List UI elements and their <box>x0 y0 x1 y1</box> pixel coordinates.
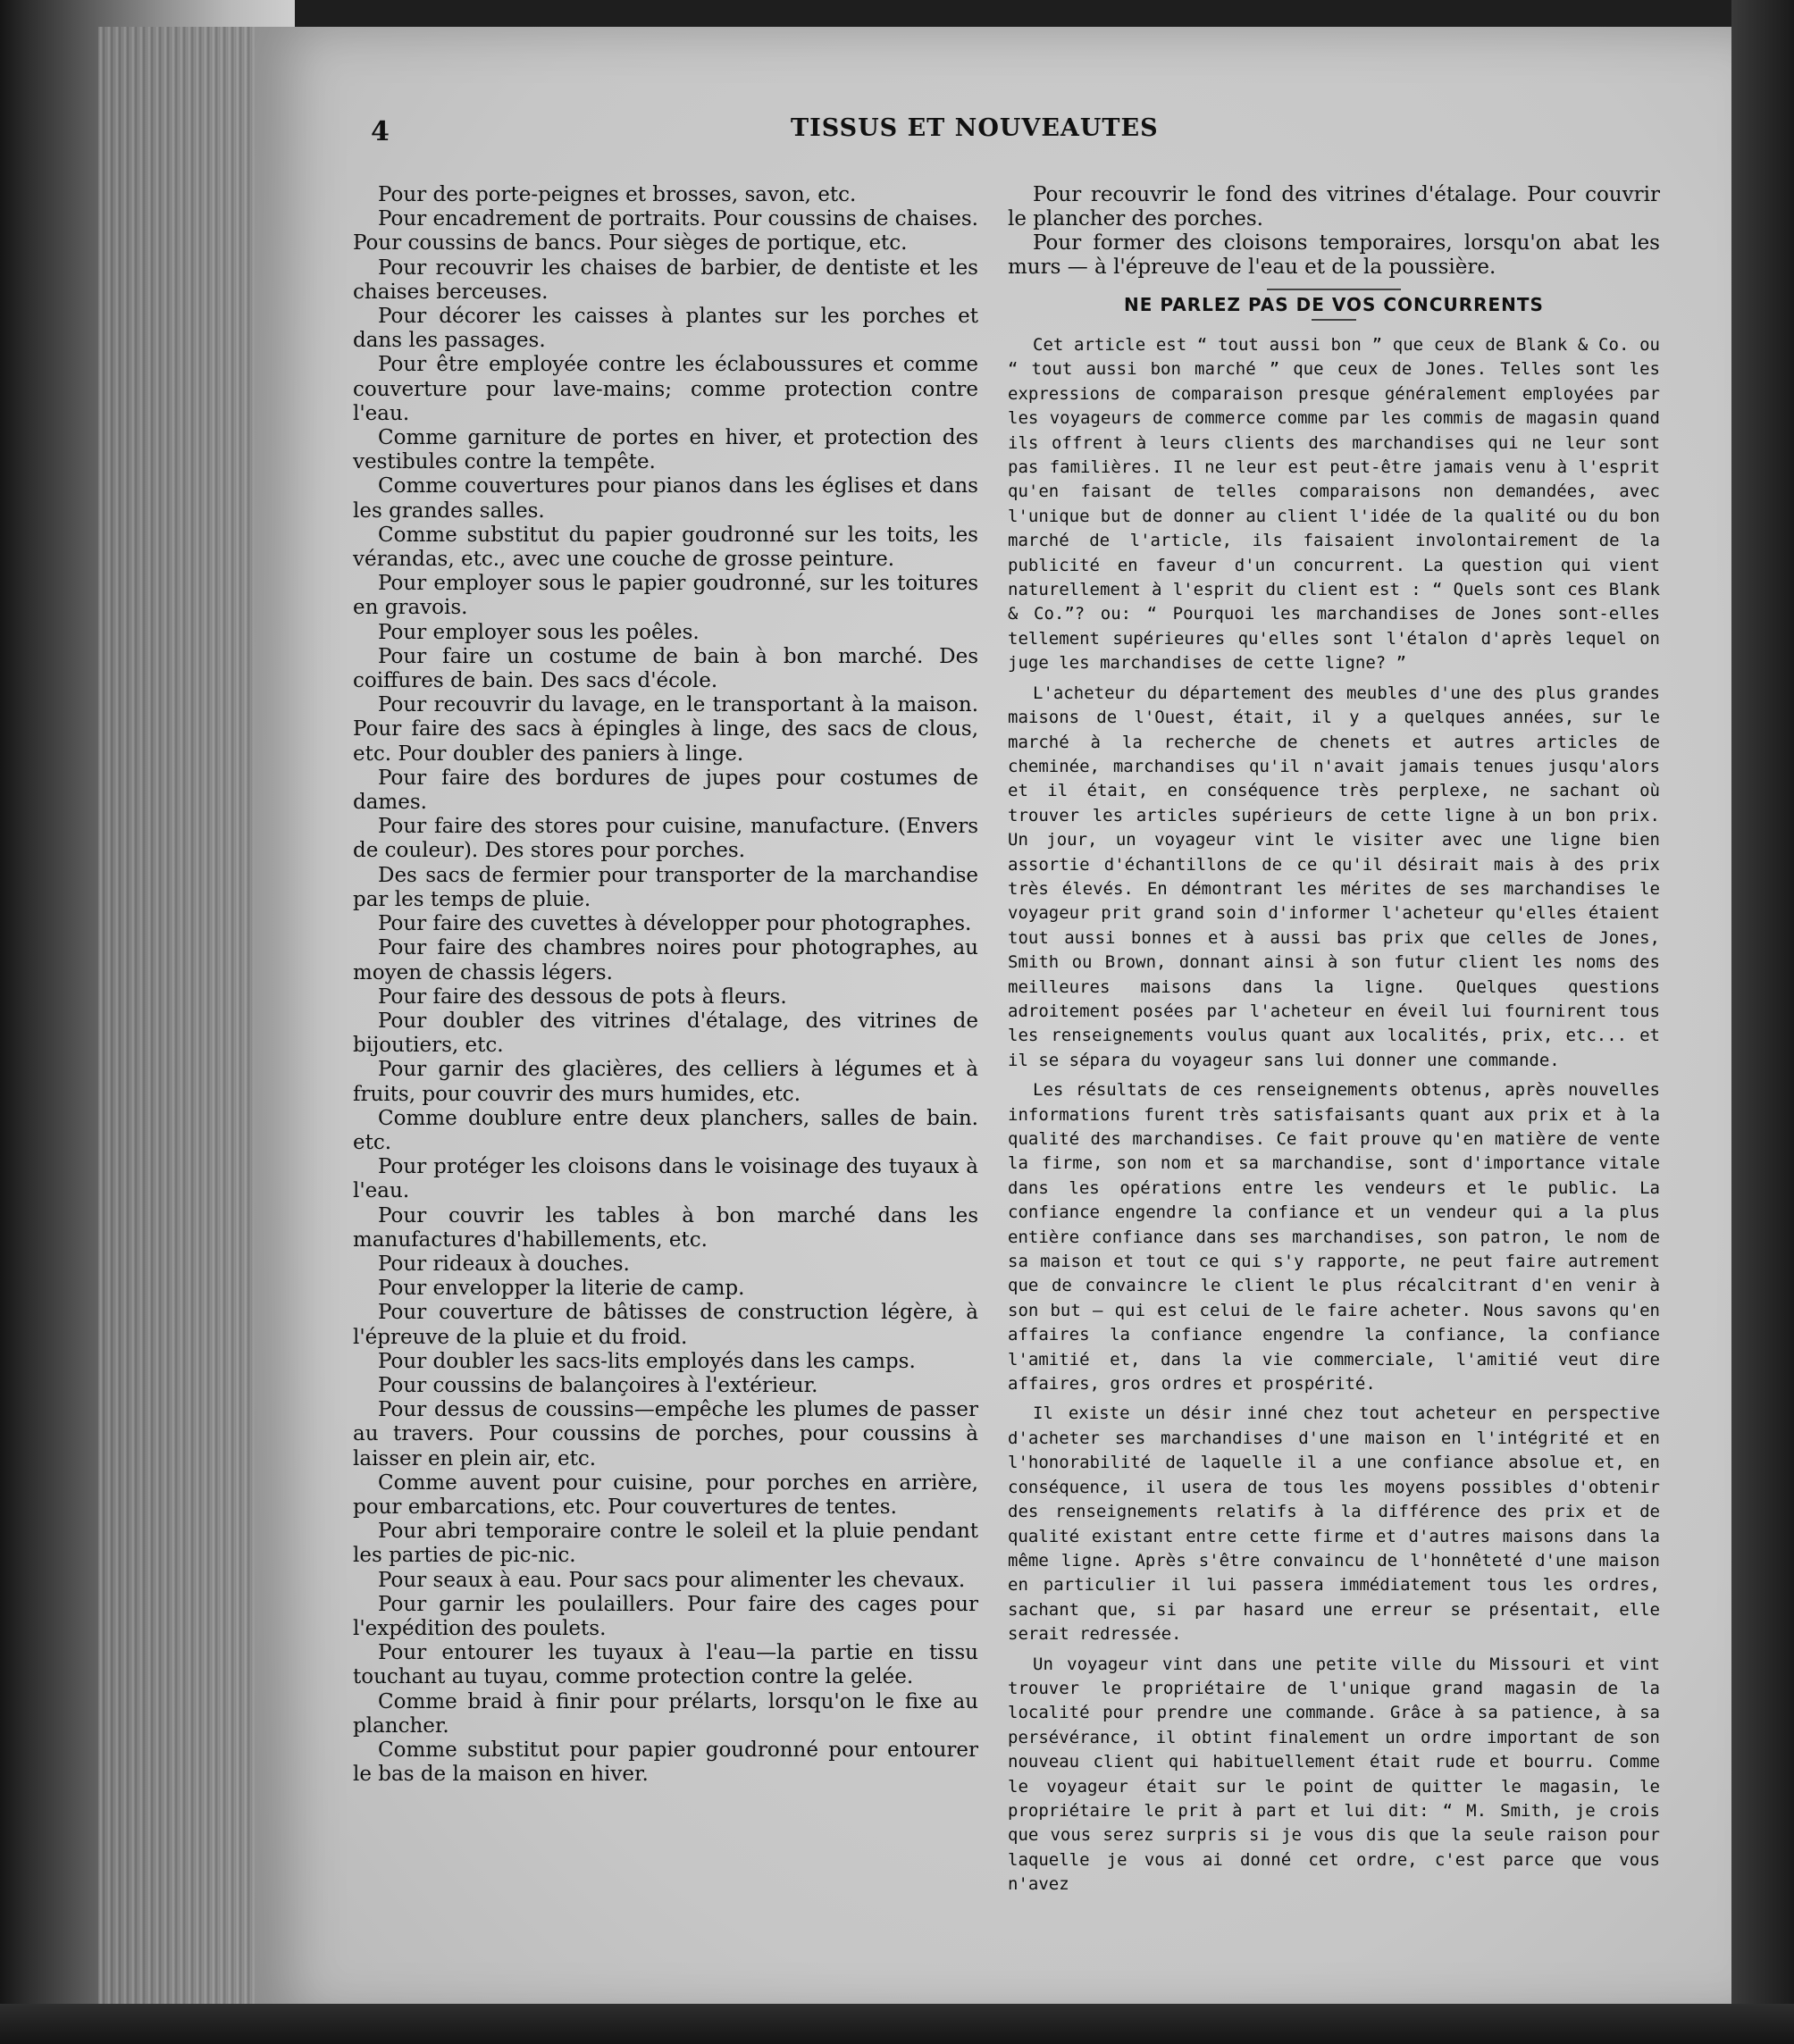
left-paragraph: Pour recouvrir les chaises de barbier, de dentiste et les chaises berceuses. <box>353 256 978 304</box>
section-heading: NE PARLEZ PAS DE VOS CONCURRENTS <box>1124 294 1544 315</box>
left-paragraph: Pour encadrement de portraits. Pour coussins de chaises. Pour coussins de bancs. Pour sièges de portique, etc. <box>353 207 978 256</box>
left-paragraph: Des sacs de fermier pour transporter de la marchandise par les temps de pluie. <box>353 863 978 911</box>
article-paragraph: Cet article est “ tout aussi bon ” que ceux de Blank & Co. ou “ tout aussi bon marché ” que ceux de Jones. Telles sont les expressions de comparaison presque généralement employées par les voyageurs de commerce comme par les commis de magasin quand ils offrent à leurs clients des marchandises qui ne leur sont pas familières. Il ne leur est peut-être jamais venu à l'esprit qu'en faisant de telles comparaisons non demandées, avec l'unique but de donner au client l'idée de la qualité ou du bon marché de l'article, ils faisaient involontairement de la publicité en faveur d'un concurrent. La question qui vient naturellement à l'esprit du client est : “ Quels sont ces Blank & Co.”? ou: “ Pourquoi les marchandises de Jones sont-elles tellement supérieures qu'elles sont l'étalon d'après lequel on juge les marchandises de cette ligne? ” <box>1008 335 1660 674</box>
running-title: TISSUS ET NOUVEAUTES <box>791 114 1159 142</box>
left-paragraph: Pour couverture de bâtisses de construction légère, à l'épreuve de la pluie et du froid. <box>353 1301 978 1349</box>
left-paragraph: Pour décorer les caisses à plantes sur les porches et dans les passages. <box>353 305 978 353</box>
scan-border-bottom <box>0 2004 1794 2044</box>
scan-border-right <box>1731 0 1794 2044</box>
article-paragraph: L'acheteur du département des meubles d'une des plus grandes maisons de l'Ouest, était, il y a quelques années, sur le marché à la recherche de chenets et autres articles de cheminée, marchandises qu'il n'avait jamais tenues jusqu'alors et il était, en conséquence très perplexe, ne sachant où trouver les articles supérieurs de cette ligne à un bon prix. Un jour, un voyageur vint le visiter avec une ligne bien assortie d'échantillons de ce qu'il désirait mais à des prix très élevés. En démontrant les mérites de ses marchandises le voyageur prit grand soin d'informer l'acheteur qu'elles étaient tout aussi bonnes et à aussi bas prix que celles de Jones, Smith ou Brown, donnant ainsi à son futur client les noms des meilleures maisons dans la ligne. Quelques questions adroitement posées par l'acheteur en éveil lui fournirent tous les renseignements voulus quant aux localités, prix, etc... et il se sépara du voyageur sans lui donner une commande. <box>1008 683 1660 1070</box>
left-column <box>353 183 978 1787</box>
right-intro-paragraph: Pour recouvrir le fond des vitrines d'étalage. Pour couvrir le plancher des porches. <box>1008 183 1660 230</box>
book-page <box>255 27 1738 2019</box>
left-paragraph: Pour abri temporaire contre le soleil et la pluie pendant les parties de pic-nic. <box>353 1520 978 1568</box>
right-column <box>1008 183 1660 1903</box>
left-paragraph: Pour doubler les sacs-lits employés dans les camps. <box>378 1349 916 1373</box>
left-paragraph: Pour envelopper la literie de camp. <box>378 1277 745 1301</box>
page-number: 4 <box>371 116 390 147</box>
left-paragraph: Comme substitut du papier goudronné sur les toits, les vérandas, etc., avec une couche de grosse peinture. <box>353 523 978 572</box>
left-paragraph: Comme garniture de portes en hiver, et protection des vestibules contre la tempête. <box>353 426 978 474</box>
heading-rule-bottom <box>1312 319 1356 321</box>
left-paragraph: Pour employer sous le papier goudronné, sur les toitures en gravois. <box>353 572 978 620</box>
right-intro-paragraph: Pour former des cloisons temporaires, lorsqu'on abat les murs — à l'épreuve de l'eau et de la poussière. <box>1008 231 1660 279</box>
left-paragraph: Comme couvertures pour pianos dans les églises et dans les grandes salles. <box>353 474 978 523</box>
left-paragraph: Pour protéger les cloisons dans le voisinage des tuyaux à l'eau. <box>353 1155 978 1203</box>
heading-rule-top <box>1267 289 1401 290</box>
article-body <box>1008 333 1660 1897</box>
left-paragraph: Pour seaux à eau. Pour sacs pour alimenter les chevaux. <box>378 1568 966 1592</box>
left-paragraph: Pour dessus de coussins—empêche les plumes de passer au travers. Pour coussins de porches, pour coussins à laisser en plein air, etc. <box>353 1398 978 1470</box>
left-paragraph: Pour des porte-peignes et brosses, savon, etc. <box>378 183 857 206</box>
left-paragraph: Comme doublure entre deux planchers, salles de bain. etc. <box>353 1106 978 1154</box>
left-paragraph: Pour faire des stores pour cuisine, manufacture. (Envers de couleur). Des stores pour porches. <box>353 815 978 863</box>
left-paragraph: Pour coussins de balançoires à l'extérieur. <box>378 1373 818 1397</box>
left-paragraph: Comme auvent pour cuisine, pour porches en arrière, pour embarcations, etc. Pour couvertures de tentes. <box>353 1470 978 1519</box>
left-paragraph: Pour garnir les poulaillers. Pour faire des cages pour l'expédition des poulets. <box>353 1592 978 1640</box>
left-paragraph: Pour couvrir les tables à bon marché dans les manufactures d'habillements, etc. <box>353 1203 978 1252</box>
left-paragraph: Pour rideaux à douches. <box>378 1252 630 1276</box>
left-paragraph: Pour faire un costume de bain à bon marché. Des coiffures de bain. Des sacs d'école. <box>353 644 978 693</box>
left-paragraph: Pour doubler des vitrines d'étalage, des vitrines de bijoutiers, etc. <box>353 1009 978 1058</box>
left-paragraph: Pour employer sous les poêles. <box>378 620 700 644</box>
left-paragraph: Pour recouvrir du lavage, en le transportant à la maison. Pour faire des sacs à épingles à linge, des sacs de clous, etc. Pour doubler des paniers à linge. <box>353 693 978 766</box>
left-paragraph: Comme braid à finir pour prélarts, lorsqu'on le fixe au plancher. <box>353 1689 978 1738</box>
left-paragraph: Pour faire des dessous de pots à fleurs. <box>378 984 787 1009</box>
left-paragraph: Pour faire des bordures de jupes pour costumes de dames. <box>353 766 978 815</box>
left-paragraph: Pour faire des cuvettes à développer pour photographes. <box>378 912 972 936</box>
article-paragraph: Les résultats de ces renseignements obtenus, après nouvelles informations furent très satisfaisants quant aux prix et à la qualité des marchandises. Ce fait prouve qu'en matière de vente la firme, son nom et sa marchandise, sont d'importance vitale dans les opérations entre les vendeurs et le public. La confiance engendre la confiance et un vendeur qui a la plus entière confiance dans ses marchandises, son patron, le nom de sa maison et tout ce qui s'y rapporte, ne peut faire autrement que de convaincre le client le plus récalcitrant d'en venir à son but — qui est celui de le faire acheter. Nous savons qu'en affaires la confiance engendre la confiance, la confiance l'amitié et, dans la vie commerciale, l'amitié veut dire affaires, gros ordres et prospérité. <box>1008 1080 1660 1395</box>
left-paragraph: Pour faire des chambres noires pour photographes, au moyen de chassis légers. <box>353 936 978 984</box>
article-paragraph: Un voyageur vint dans une petite ville du Missouri et vint trouver le propriétaire de l'unique grand magasin de la localité pour prendre une commande. Grâce à sa patience, à sa persévérance, il obtint finalement un ordre important de son nouveau client qui habituellement était rude et bourru. Comme le voyageur était sur le point de quitter le magasin, le propriétaire le prit à part et lui dit: “ M. Smith, je crois que vous serez surpris si je vous dis que la seule raison pour laquelle je vous ai donné cet ordre, c'est parce que vous n'avez <box>1008 1654 1660 1895</box>
left-paragraph: Pour garnir des glacières, des celliers à légumes et à fruits, pour couvrir des murs humides, etc. <box>353 1058 978 1106</box>
left-paragraph: Pour être employée contre les éclaboussures et comme couverture pour lave-mains; comme protection contre l'eau. <box>353 353 978 425</box>
article-paragraph: Il existe un désir inné chez tout acheteur en perspective d'acheter ses marchandises d'une maison en l'intégrité et en l'honorabilité de laquelle il a une confiance absolue et, en conséquence, il usera de tous les moyens possibles d'obtenir des renseignements relatifs à la différence des prix et de qualité existant entre cette firme et d'autres maisons dans la même ligne. Après s'être convaincu de l'honnêteté d'une maison en particulier il lui passera immédiatement tous les ordres, sachant que, si par hasard une erreur se présentait, elle serait redressée. <box>1008 1403 1660 1645</box>
left-paragraph: Comme substitut pour papier goudronné pour entourer le bas de la maison en hiver. <box>353 1738 978 1787</box>
left-paragraph: Pour entourer les tuyaux à l'eau—la partie en tissu touchant au tuyau, comme protection contre la gelée. <box>353 1641 978 1689</box>
